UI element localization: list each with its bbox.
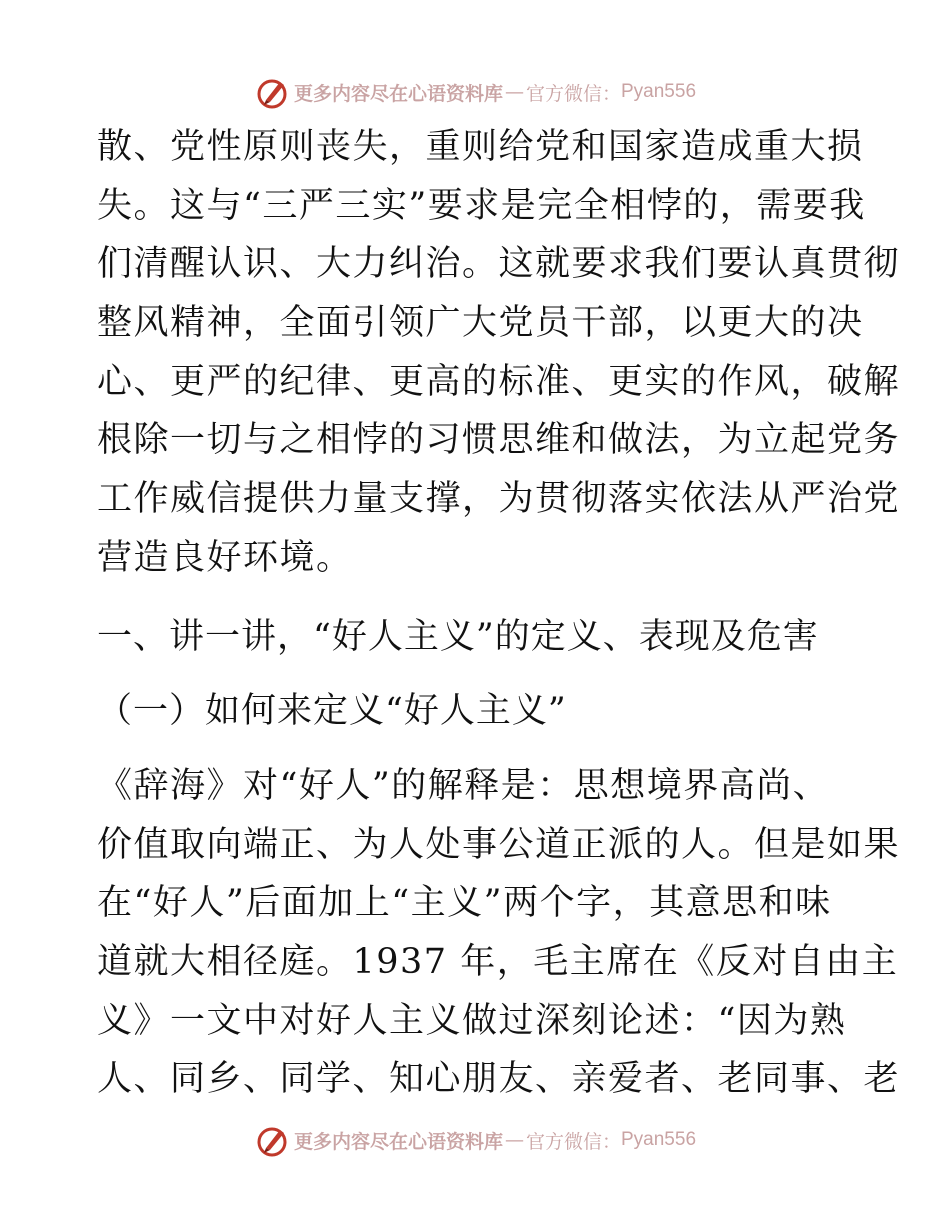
paragraph-1 — [97, 118, 901, 588]
text-line: 在“好人”后面加上“主义”两个字，其意思和味 — [97, 883, 832, 924]
section-heading: 一、讲一讲，“好人主义”的定义、表现及危害 — [97, 616, 819, 657]
text-line: 失。这与“三严三实”要求是完全相悖的，需要我 — [97, 185, 866, 226]
pen-logo-icon — [254, 1122, 290, 1158]
watermark-text: 更多内容尽在心语资料库 — [293, 82, 503, 105]
watermark-dash: — — [504, 1129, 524, 1151]
document-body — [97, 118, 901, 1109]
watermark-wechat-label: 官方微信： — [525, 1130, 621, 1153]
watermark-text: 更多内容尽在心语资料库 — [293, 1130, 503, 1153]
watermark-footer — [0, 1120, 950, 1160]
subsection-heading: （一）如何来定义“好人主义” — [97, 691, 567, 732]
text-line: 散、党性原则丧失，重则给党和国家造成重大损 — [97, 127, 864, 167]
watermark-dash: — — [504, 81, 524, 103]
text-line: 义》一文中对好人主义做过深刻论述：“因为熟 — [97, 1000, 847, 1041]
text-line: 人、同乡、同学、知心朋友、亲爱者、老同事、老 — [97, 1059, 901, 1100]
text-line: 根除一切与之相悖的习惯思维和做法，为立起党务 — [97, 420, 901, 461]
text-line: 们清醒认识、大力纠治。这就要求我们要认真贯彻 — [97, 244, 901, 285]
watermark-header — [0, 72, 950, 112]
text-line: 心、更严的纪律、更高的标准、更实的作风，破解 — [97, 361, 901, 402]
paragraph-2 — [97, 757, 901, 1109]
watermark-wechat-label: 官方微信： — [525, 82, 621, 105]
text-line: 价值取向端正、为人处事公道正派的人。但是如果 — [97, 824, 901, 865]
pen-logo-icon — [254, 74, 290, 110]
watermark-wechat-handle: Pyan556 — [621, 1129, 697, 1150]
text-line: 道就大相径庭。1937 年，毛主席在《反对自由主 — [97, 941, 899, 982]
watermark-wechat-handle: Pyan556 — [621, 81, 697, 102]
text-line: 营造良好环境。 — [97, 537, 353, 578]
text-line: 《辞海》对“好人”的解释是：思想境界高尚、 — [97, 765, 830, 806]
text-line: 工作威信提供力量支撑，为贯彻落实依法从严治党 — [97, 479, 901, 520]
text-line: 整风精神，全面引领广大党员干部，以更大的决 — [97, 303, 864, 344]
